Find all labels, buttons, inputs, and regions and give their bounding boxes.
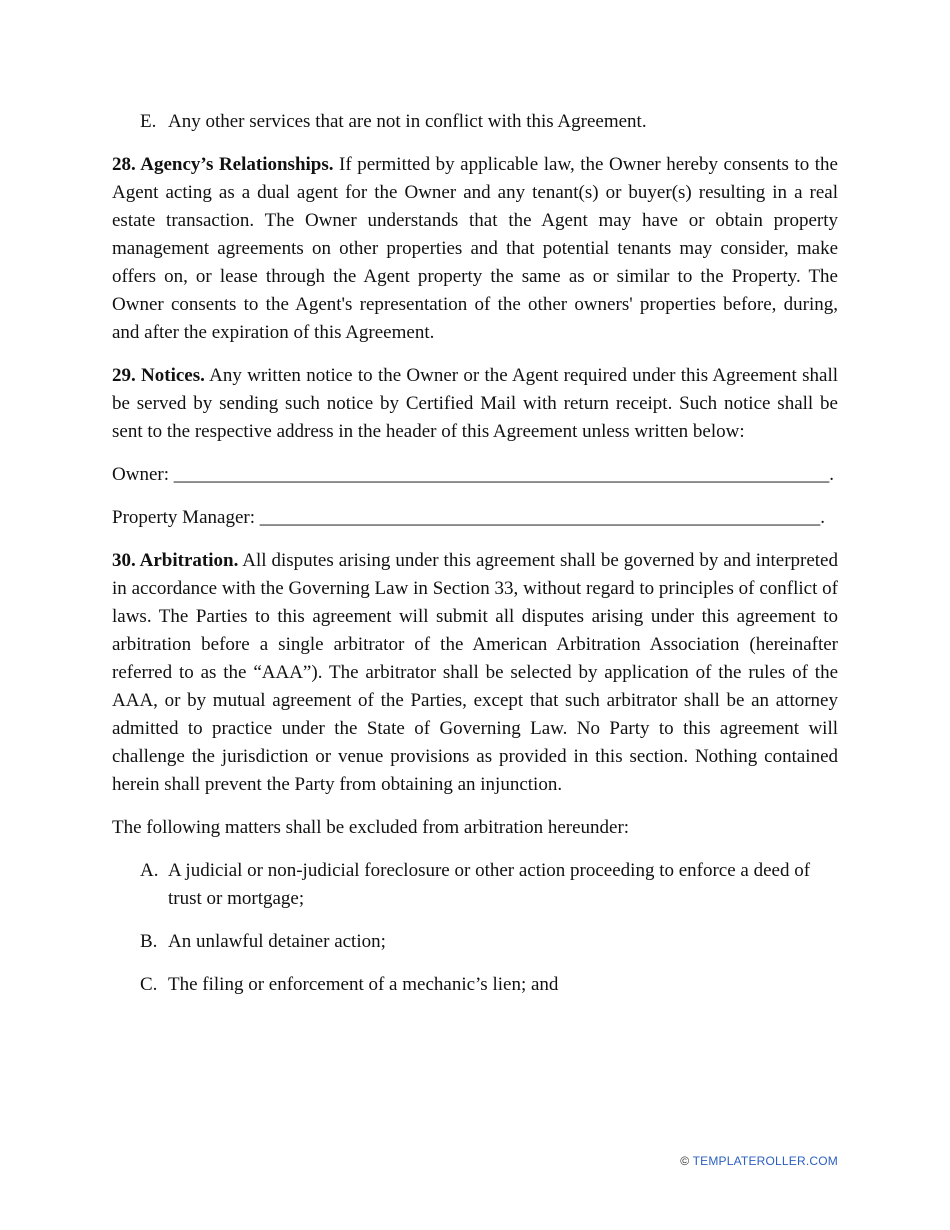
exclusion-item-b bbox=[140, 928, 838, 956]
document-page bbox=[112, 108, 838, 1014]
section-30-body: All disputes arising under this agreement shall be governed by and interpreted in accordance with the Governing Law in Section 33, without regard to principles of conflict of laws. The Parties to this agreement will submit all disputes arising under this agreement to arbitration before a single arbitrator of the American Arbitration Association (hereinafter referred to as the “AAA”). The arbitrator shall be selected by application of the rules of the AAA, or by mutual agreement of the Parties, except that such arbitrator shall be an attorney admitted to practice under the State of Governing Law. No Party to this agreement will challenge the jurisdiction or venue provisions as provided in this section. Nothing contained herein shall prevent the Party from obtaining an injunction. bbox=[112, 550, 838, 795]
section-28 bbox=[112, 151, 838, 347]
templateroller-link[interactable]: TEMPLATEROLLER.COM bbox=[692, 1154, 838, 1168]
section-30-heading: 30. Arbitration. bbox=[112, 550, 239, 571]
list-letter: C. bbox=[140, 974, 158, 995]
exclusions-intro: The following matters shall be excluded from arbitration hereunder: bbox=[112, 817, 630, 838]
property-manager-field bbox=[112, 504, 838, 532]
section-28-body: If permitted by applicable law, the Owner hereby consents to the Agent acting as a dual agent for the Owner and any tenant(s) or buyer(s) resulting in a real estate transaction. The Owner understands that the Agent may have or obtain property management agreements on other properties and that potential tenants may consider, make offers on, or lease through the Agent property the same as or similar to the Property. The Owner consents to the Agent's representation of the other owners' properties before, during, and after the expiration of this Agreement. bbox=[112, 154, 838, 343]
footer-brand bbox=[680, 1154, 838, 1168]
owner-label: Owner: bbox=[112, 464, 169, 485]
list-item-e bbox=[140, 108, 838, 136]
owner-blank-line[interactable]: _____________________________________________________________________. bbox=[168, 464, 834, 485]
section-29-body: Any written notice to the Owner or the Agent required under this Agreement shall be served by sending such notice by Certified Mail with return receipt. Such notice shall be sent to the respective address in the header of this Agreement unless written below: bbox=[112, 365, 838, 442]
section-29 bbox=[112, 362, 838, 446]
list-letter: E. bbox=[140, 111, 157, 132]
section-29-heading: 29. Notices. bbox=[112, 365, 205, 386]
exclusion-item-c bbox=[140, 971, 838, 999]
owner-field bbox=[112, 461, 838, 489]
list-letter: A. bbox=[140, 860, 159, 881]
list-text: Any other services that are not in conflict with this Agreement. bbox=[168, 111, 647, 132]
copyright-symbol: © bbox=[680, 1154, 690, 1168]
list-text: The filing or enforcement of a mechanic’s lien; and bbox=[168, 974, 559, 995]
list-text: An unlawful detainer action; bbox=[168, 931, 386, 952]
section-28-heading: 28. Agency’s Relationships. bbox=[112, 154, 334, 175]
property-manager-blank-line[interactable]: ___________________________________________________________. bbox=[254, 507, 825, 528]
property-manager-label: Property Manager: bbox=[112, 507, 255, 528]
exclusion-item-a bbox=[140, 857, 838, 913]
section-30 bbox=[112, 547, 838, 799]
list-letter: B. bbox=[140, 931, 158, 952]
list-text: A judicial or non-judicial foreclosure or other action proceeding to enforce a deed of trust or mortgage; bbox=[168, 860, 811, 909]
